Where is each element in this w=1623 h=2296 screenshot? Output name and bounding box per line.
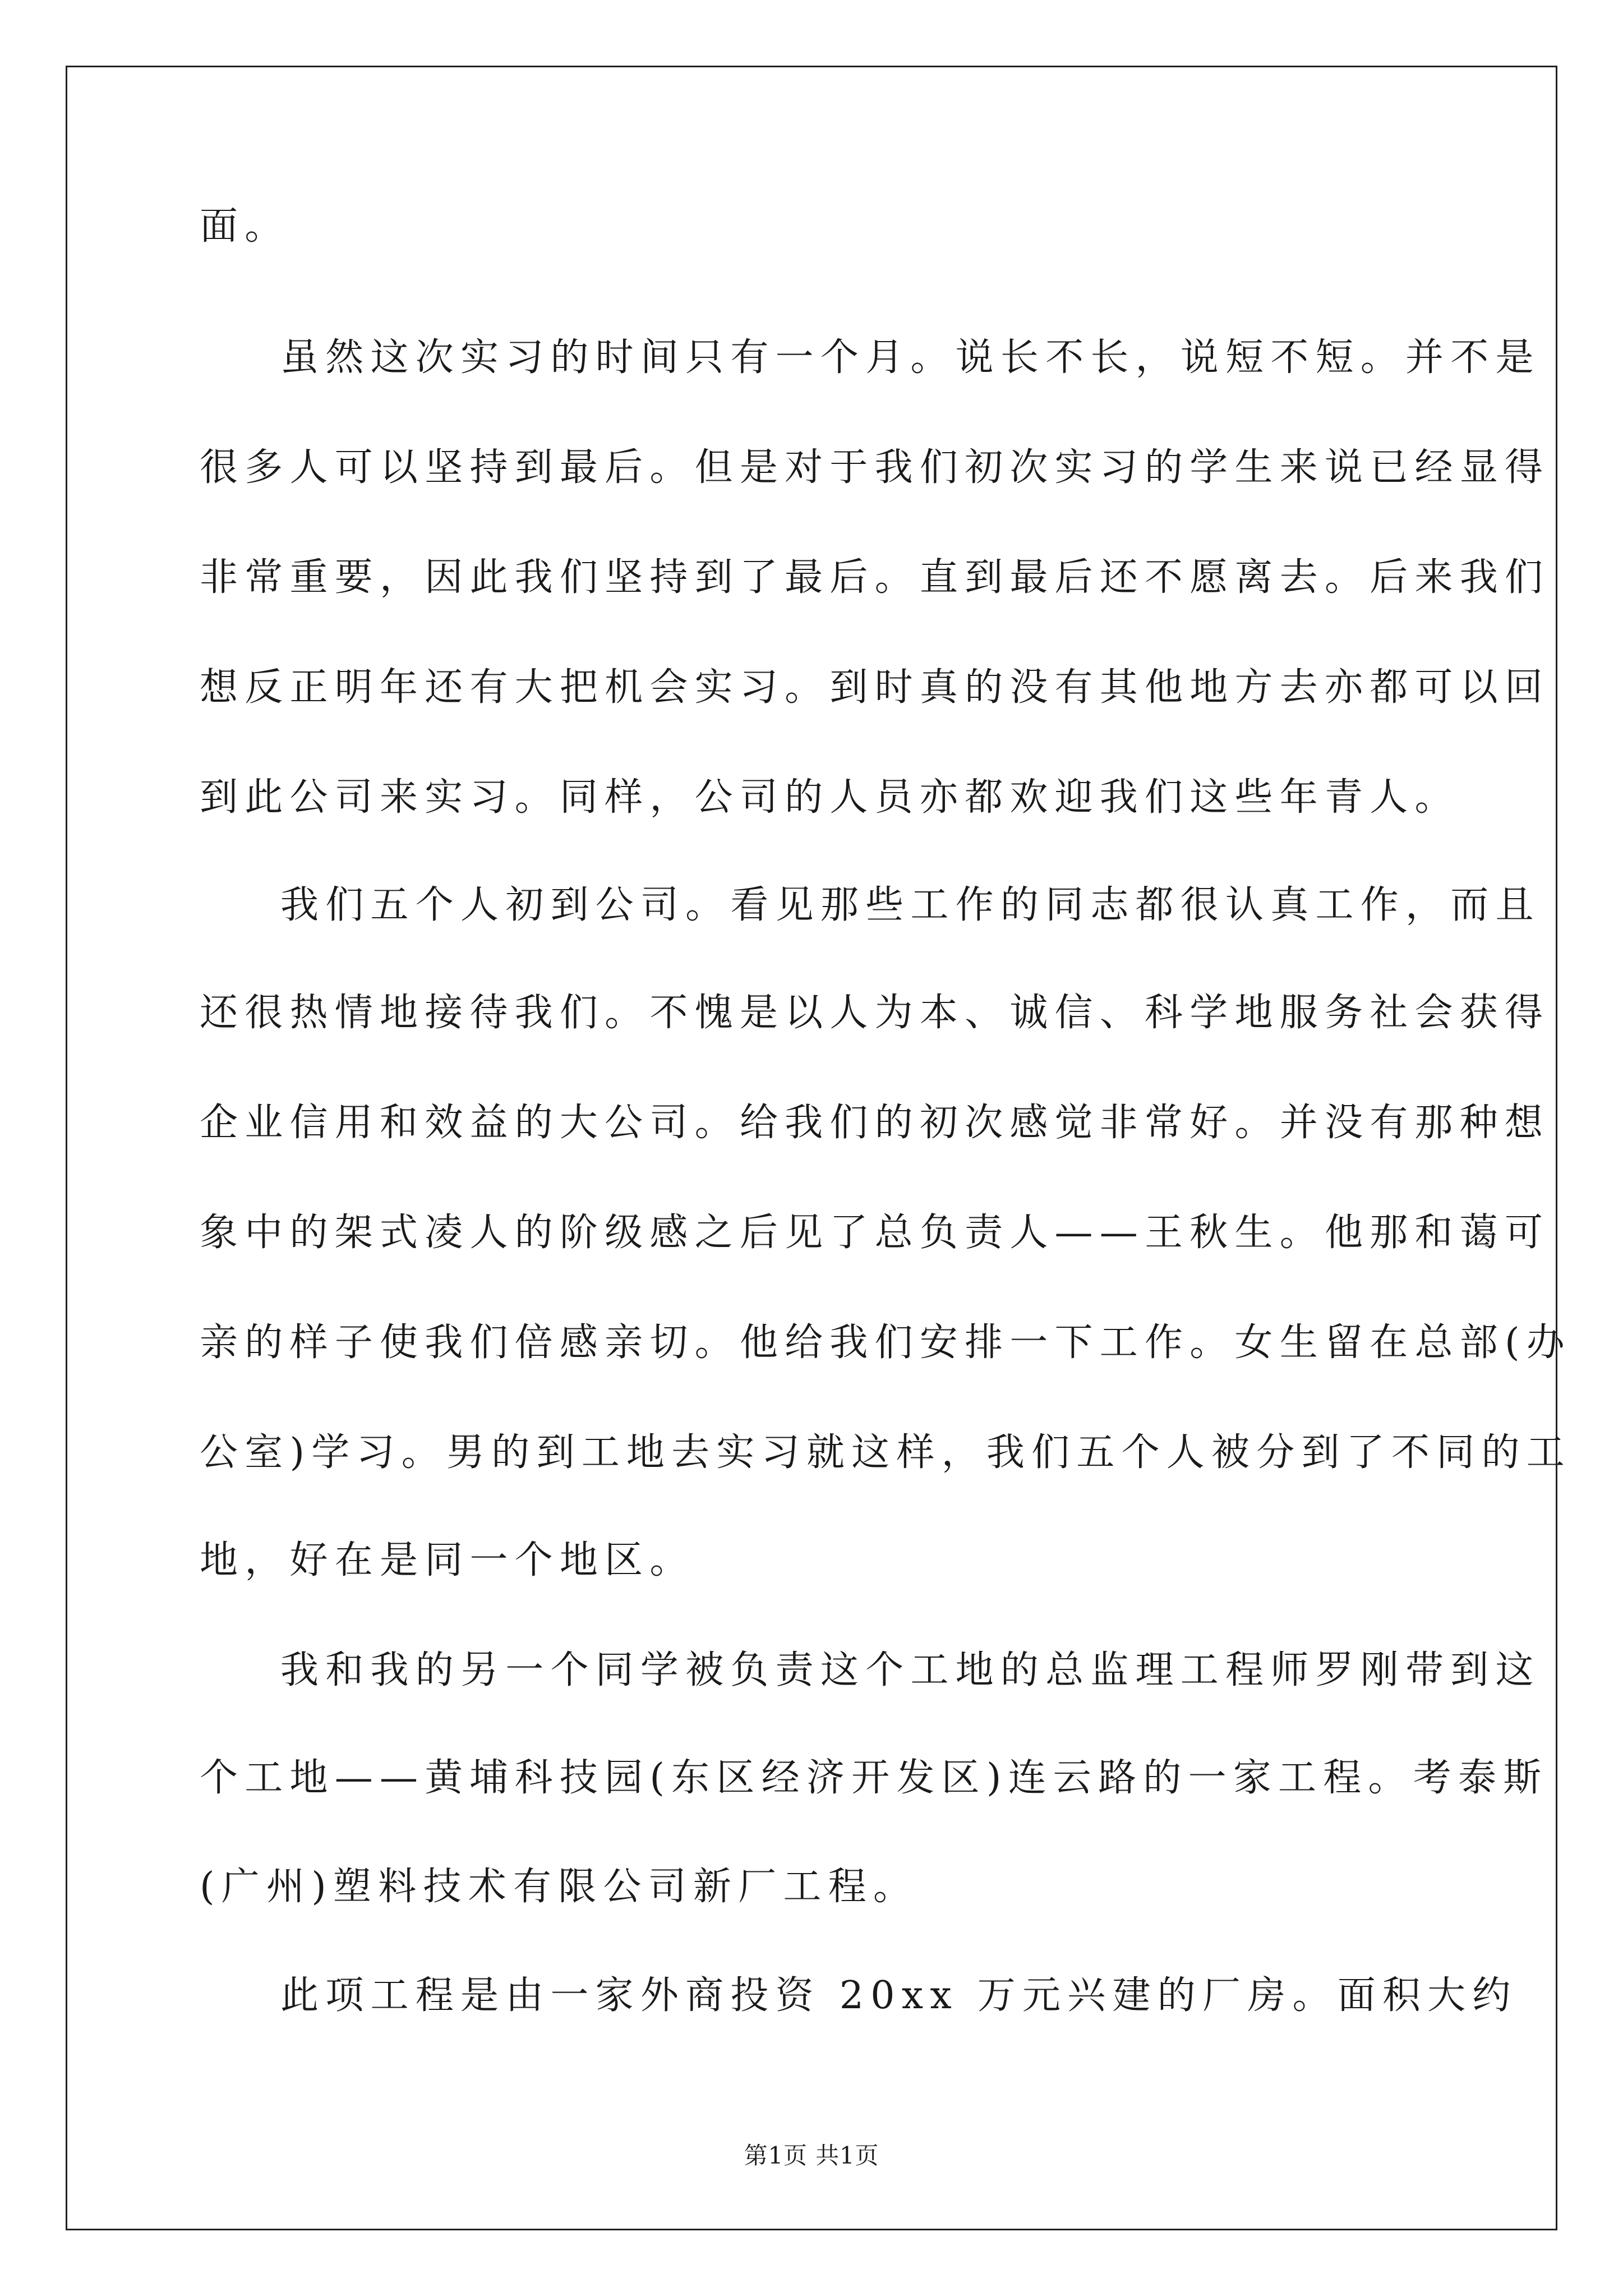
text-line: 还很热情地接待我们。不愧是以人为本、诚信、科学地服务社会获得 xyxy=(200,991,1550,1035)
text-line: 到此公司来实习。同样，公司的人员亦都欢迎我们这些年青人。 xyxy=(200,775,1460,820)
text-line: 个工地——黄埔科技园(东区经济开发区)连云路的一家工程。考泰斯 xyxy=(200,1756,1548,1800)
text-line: 想反正明年还有大把机会实习。到时真的没有其他地方去亦都可以回 xyxy=(200,665,1550,710)
text-line: 公室)学习。男的到工地去实习就这样，我们五个人被分到了不同的工 xyxy=(200,1430,1571,1475)
text-line: (广州)塑料技术有限公司新厂工程。 xyxy=(200,1865,919,1909)
text-line: 面。 xyxy=(200,204,290,249)
text-line: 企业信用和效益的大公司。给我们的初次感觉非常好。并没有那种想 xyxy=(200,1101,1550,1145)
text-line: 我们五个人初到公司。看见那些工作的同志都很认真工作，而且 xyxy=(280,883,1541,927)
text-line: 很多人可以坚持到最后。但是对于我们初次实习的学生来说已经显得 xyxy=(200,445,1550,490)
text-line: 虽然这次实习的时间只有一个月。说长不长，说短不短。并不是 xyxy=(280,335,1541,380)
text-line: 我和我的另一个同学被负责这个工地的总监理工程师罗刚带到这 xyxy=(280,1648,1541,1692)
text-line: 亲的样子使我们倍感亲切。他给我们安排一下工作。女生留在总部(办 xyxy=(200,1320,1571,1365)
text-line: 此项工程是由一家外商投资 20xx 万元兴建的厂房。面积大约 xyxy=(280,1973,1518,2018)
page-footer: 第1页 共1页 xyxy=(744,2142,879,2169)
text-line: 象中的架式凌人的阶级感之后见了总负责人——王秋生。他那和蔼可 xyxy=(200,1211,1550,1255)
text-line: 地，好在是同一个地区。 xyxy=(200,1538,695,1582)
text-line: 非常重要，因此我们坚持到了最后。直到最后还不愿离去。后来我们 xyxy=(200,555,1550,600)
